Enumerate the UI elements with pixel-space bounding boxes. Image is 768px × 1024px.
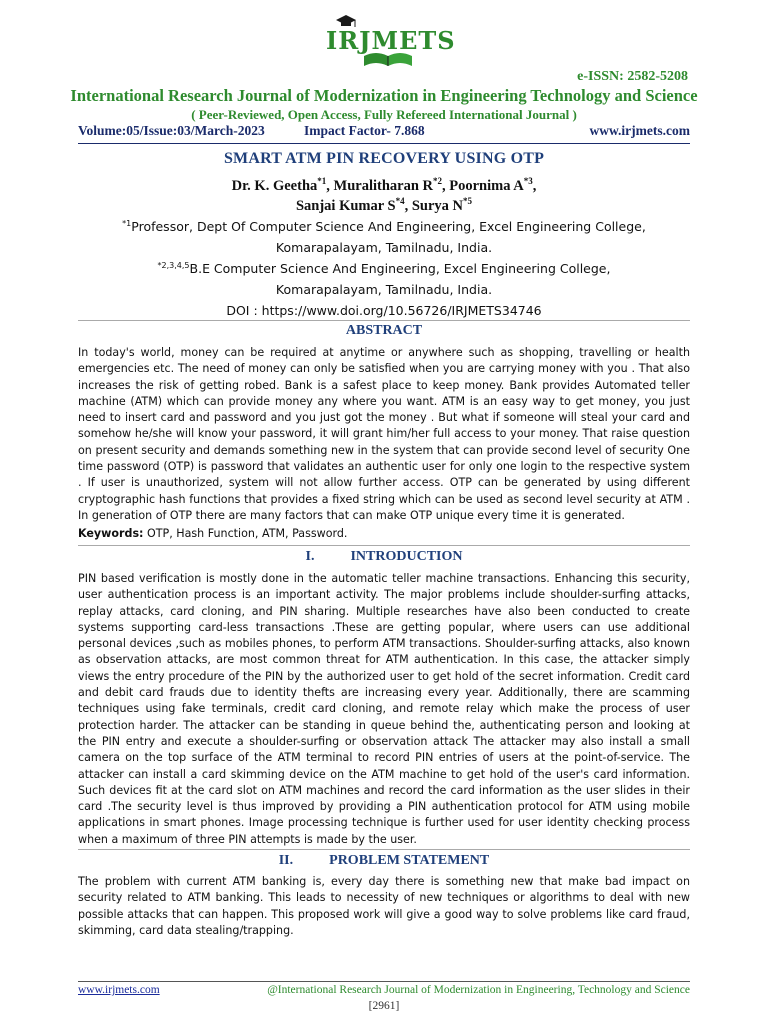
- problem-statement-text: The problem with current ATM banking is, every day there is something new that make bad impact on security related to ATM banking. This leads to necessity of new techniques or algorithms to deal with new possible attacks that can happen. This proposed work will give a good way to solve problems like card fraud, skimming, card data stealing/trapping.: [78, 875, 690, 937]
- section-number: II.: [278, 853, 294, 868]
- introduction-text: PIN based verification is mostly done in the automatic teller machine transactions. Enhancing this security, user authentication process is an important activity. The major problems include shoulder-surfing attacks, replay attacks, card cloning, and PIN sharing. Multiple researches have also been conducted to create systems supporting card-less transactions .These are getting popular, where users can use additional personal devices ,such as mobiles phones, to perform ATM transactions. Shoulder-surfing attacks, also known as observation attacks, are most common threat for ATM authentication. In this case, the attacker simply views the entry procedure of the PIN by the authorized user to get hold of the secret information. Credit card and debit card frauds due to identity thefts are increasing every year. Additionally, there are scamming techniques using fake terminals, credit card cloning, and remote relay which make the process of user protection harder. The attacker can be standing in queue behind the, authenticating person and looking at the PIN entry and execute a shoulder-surfing or observation attack The attacker may also install a small camera on the top surface of the ATM terminal to record PIN entries of users at the point-of-service. The attacker can install a card skimming device on the ATM machine to get hold of the user's card information. Such devices fit at the card slot on ATM machines and record the card information as the user slides in their card .The security level is thus improved by providing a PIN authentication protocol for ATM using mobile applications in smart phones. Image processing technique is further used for user identity checking process when a maximum of three PIN attempts is made by the user.: [78, 572, 690, 846]
- author-name: Sanjai Kumar S: [295, 197, 396, 214]
- header-divider: [78, 143, 690, 144]
- affiliation-sup: *2,3,4,5: [157, 261, 190, 270]
- doi-link[interactable]: DOI : https://www.doi.org/10.56726/IRJMETS34746: [226, 303, 542, 318]
- journal-name: International Research Journal of Modernization in Engineering Technology and Science: [70, 86, 698, 105]
- affiliation-text: Professor, Dept Of Computer Science And Engineering, Excel Engineering College,: [131, 219, 646, 235]
- author-separator: ,: [532, 177, 537, 194]
- section-number: I.: [305, 549, 315, 564]
- footer-divider: [78, 981, 690, 982]
- section-divider: [78, 545, 690, 546]
- problem-statement-heading: [0, 853, 768, 869]
- issn-label: e-ISSN: 2582-5208: [577, 69, 688, 84]
- header-website-link[interactable]: www.irjmets.com: [589, 123, 690, 138]
- author-name: , Surya N: [404, 197, 464, 214]
- affiliation-2-line-1: [0, 261, 768, 276]
- volume-issue: Volume:05/Issue:03/March-2023: [78, 123, 265, 138]
- affiliation-sup: *1: [122, 219, 132, 228]
- author-sup: *1: [317, 176, 327, 186]
- keywords-values: OTP, Hash Function, ATM, Password.: [143, 527, 348, 540]
- affiliation-2-line-2: Komarapalayam, Tamilnadu, India.: [275, 282, 493, 297]
- journal-logo: [326, 12, 456, 70]
- peer-reviewed-line: ( Peer-Reviewed, Open Access, Fully Refereed International Journal ): [191, 107, 577, 122]
- author-name: , Poornima A: [442, 177, 524, 194]
- footer-website-link[interactable]: www.irjmets.com: [78, 984, 160, 996]
- keywords-label: Keywords:: [78, 527, 144, 540]
- authors-line-1: [0, 176, 768, 195]
- section-title: PROBLEM STATEMENT: [329, 853, 490, 868]
- abstract-heading: ABSTRACT: [345, 323, 423, 338]
- keywords-line: [78, 527, 690, 540]
- affiliation-1-line-2: Komarapalayam, Tamilnadu, India.: [275, 240, 493, 255]
- issue-meta-row: [78, 123, 690, 141]
- abstract-text: In today's world, money can be required at anytime or anywhere such as shopping, travelling or health emergencies etc. The need of money can only be satisfied when you are carrying money with you . That also increases the risk of getting robed. Bank is a safest place to keep money. Bank provides Automated teller machine (ATM) which can provide money any where you want. ATM is an easy way to get money, you just need to insert card and password and you just got the money . But what if someone will steal your card and somehow he/she will know your password, it will grant him/her full access to your money. That raise question on present security and demands something new in the system that can provide second level of security One time password (OTP) is password that validates an authentic user for only one login to the respective system . If user is unauthorized, system will not allow further access. OTP can be generated by using different cryptographic hash functions that provides a fixed string which can be used as second level security at ATM . In generation of OTP there are many factors that can make OTP unique every time it is generated.: [78, 346, 690, 522]
- paper-title: SMART ATM PIN RECOVERY USING OTP: [223, 150, 545, 167]
- author-sup: *2: [433, 176, 442, 186]
- author-name: Dr. K. Geetha: [231, 177, 318, 194]
- author-name: , Muralitharan R: [326, 177, 433, 194]
- footer-copyright: @International Research Journal of Modernization in Engineering, Technology and Science: [267, 984, 690, 996]
- section-divider: [78, 320, 690, 321]
- section-title: INTRODUCTION: [350, 549, 463, 564]
- author-sup: *4: [395, 196, 405, 206]
- affiliation-1-line-1: [0, 219, 768, 234]
- impact-factor: Impact Factor- 7.868: [304, 123, 425, 138]
- page-number: [2961]: [368, 1000, 400, 1012]
- authors-line-2: [0, 196, 768, 215]
- logo-wordmark: IRJMETS: [326, 26, 456, 55]
- introduction-heading: [0, 549, 768, 565]
- section-divider: [78, 849, 690, 850]
- author-sup: *3: [523, 176, 533, 186]
- author-sup: *5: [463, 196, 473, 206]
- affiliation-text: B.E Computer Science And Engineering, Excel Engineering College,: [189, 261, 611, 277]
